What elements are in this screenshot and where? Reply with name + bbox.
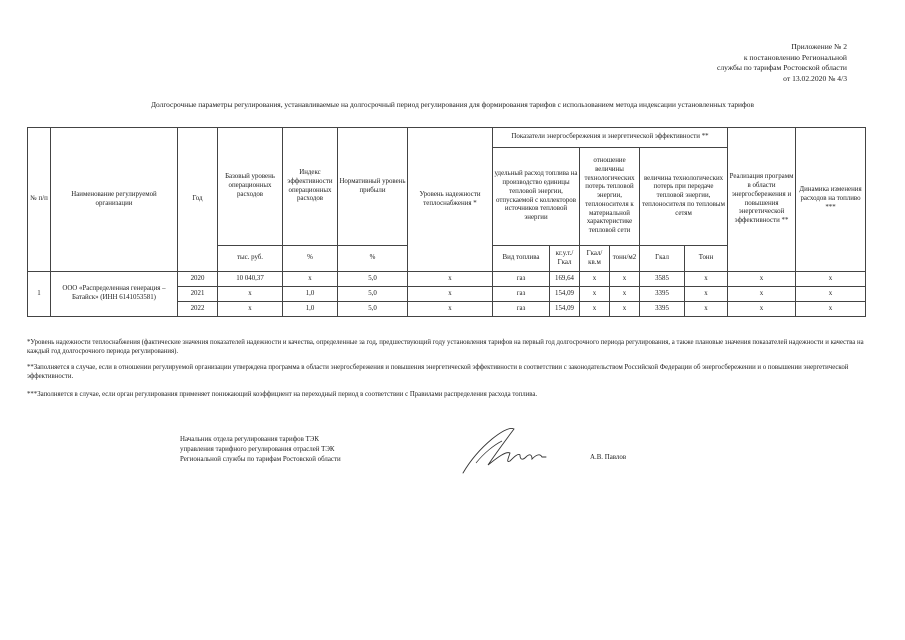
unit-loss-2: Тонн [685, 246, 728, 272]
cell-reliability: х [408, 287, 493, 302]
cell-loss-1: 3585 [640, 272, 685, 287]
footnote-2: **Заполняется в случае, если в отношении регулируемой организации утверждена программа в области энергосбережения и повышения энергетической эффективности в соответствии с законодательством Российской Федерации об энергосбережении и о повышении энергетической эффективности. [27, 364, 849, 381]
cell-profit: 5,0 [338, 272, 408, 287]
footnote-3: ***Заполняется в случае, если орган регулирования применяет понижающий коэффициент на переходный период в соответствии с Правилами распределения расхода топлива. [27, 391, 538, 398]
cell-program: х [728, 272, 796, 287]
cell-base: х [218, 302, 283, 317]
cell-index: 1,0 [283, 287, 338, 302]
cell-reliability: х [408, 302, 493, 317]
unit-loss-ratio-1: Гкал/ кв.м [580, 246, 610, 272]
cell-profit: 5,0 [338, 302, 408, 317]
unit-fuel: кг.у.т./ Гкал [550, 246, 580, 272]
document-title: Долгосрочные параметры регулирования, устанавливаемые на долгосрочный период регулирования для формирования тарифов с использованием метода индексации установленных тарифов [151, 100, 754, 109]
signatory-line-2: управления тарифного регулирования отраслей ТЭК [180, 445, 335, 453]
cell-base: 10 040,37 [218, 272, 283, 287]
appendix-header [717, 42, 847, 84]
cell-loss-ratio-2: х [610, 272, 640, 287]
header-program: Реализация программ в области энергосбережения и повышения энергетической эффективности ** [728, 128, 796, 272]
handwritten-signature [458, 423, 553, 478]
header-index: Индекс эффективности операционных расходов [283, 128, 338, 246]
unit-profit: % [338, 246, 408, 272]
header-energy-group: Показатели энергосбережения и энергетической эффективности ** [493, 128, 728, 148]
signatory-position [180, 435, 341, 464]
cell-program: х [728, 287, 796, 302]
signatory-line-3: Региональной службы по тарифам Ростовской области [180, 455, 341, 463]
unit-fuel-type: Вид топлива [493, 246, 550, 272]
cell-year: 2020 [178, 272, 218, 287]
cell-fuel: газ [493, 302, 550, 317]
header-base: Базовый уровень операционных расходов [218, 128, 283, 246]
header-year: Год [178, 128, 218, 272]
cell-loss-2: х [685, 287, 728, 302]
cell-specific: 154,09 [550, 287, 580, 302]
org-num: 1 [28, 272, 51, 317]
unit-loss-1: Гкал [640, 246, 685, 272]
cell-dynamics: х [796, 302, 866, 317]
appendix-line-3: службы по тарифам Ростовской области [716, 63, 847, 73]
parameters-table [27, 127, 866, 317]
cell-loss-1: 3395 [640, 287, 685, 302]
header-dynamics: Динамика изменения расходов на топливо *** [796, 128, 866, 272]
unit-index: % [283, 246, 338, 272]
org-name: ООО «Распределенная генерация – Батайск» (ИНН 6141053581) [51, 272, 178, 317]
header-specific-fuel: удельный расход топлива на производство единицы тепловой энергии, отпускаемой с коллекторов источников тепловой энергии [493, 148, 580, 246]
cell-dynamics: х [796, 287, 866, 302]
table-row [28, 272, 866, 287]
cell-base: х [218, 287, 283, 302]
cell-year: 2021 [178, 287, 218, 302]
cell-fuel: газ [493, 287, 550, 302]
footnote-1: *Уровень надежности теплоснабжения (фактические значения показателей надежности и качества, определенные за год, предшествующий году установления тарифов на первый год долгосрочного периода регулирования, а также плановые значения показателей надежности и качества на каждый год долгосрочного периода регулирования). [27, 339, 864, 356]
cell-reliability: х [408, 272, 493, 287]
cell-fuel: газ [493, 272, 550, 287]
header-org: Наименование регулируемой организации [51, 128, 178, 272]
cell-loss-ratio-1: х [580, 272, 610, 287]
header-reliability: Уровень надежности теплоснабжения * [408, 128, 493, 272]
signatory-line-1: Начальник отдела регулирования тарифов ТЭК [180, 436, 319, 443]
cell-index: 1,0 [283, 302, 338, 317]
cell-specific: 154,09 [550, 302, 580, 317]
header-num: № п/п [28, 128, 51, 272]
header-loss-amount: величина технологических потерь при передаче тепловой энергии, теплоносителя по тепловым сетям [640, 148, 728, 246]
cell-year: 2022 [178, 302, 218, 317]
cell-loss-ratio-2: х [610, 302, 640, 317]
appendix-line-1: Приложение № 2 [791, 42, 847, 51]
cell-loss-2: х [685, 272, 728, 287]
cell-profit: 5,0 [338, 287, 408, 302]
cell-loss-2: х [685, 302, 728, 317]
unit-base: тыс. руб. [218, 246, 283, 272]
cell-loss-ratio-1: х [580, 302, 610, 317]
cell-specific: 169,64 [550, 272, 580, 287]
appendix-line-4: от 13.02.2020 № 4/3 [783, 73, 847, 83]
header-loss-ratio: отношение величины технологических потерь тепловой энергии, теплоносителя к материальной характеристике тепловой сети [580, 148, 640, 246]
signatory-name: А.В. Павлов [590, 454, 627, 461]
cell-index: х [283, 272, 338, 287]
unit-loss-ratio-2: тонн/м2 [610, 246, 640, 272]
cell-loss-ratio-1: х [580, 287, 610, 302]
cell-loss-1: 3395 [640, 302, 685, 317]
appendix-line-2: к постановлению Региональной [743, 52, 847, 62]
cell-loss-ratio-2: х [610, 287, 640, 302]
cell-dynamics: х [796, 272, 866, 287]
cell-program: х [728, 302, 796, 317]
header-profit: Нормативный уровень прибыли [338, 128, 408, 246]
